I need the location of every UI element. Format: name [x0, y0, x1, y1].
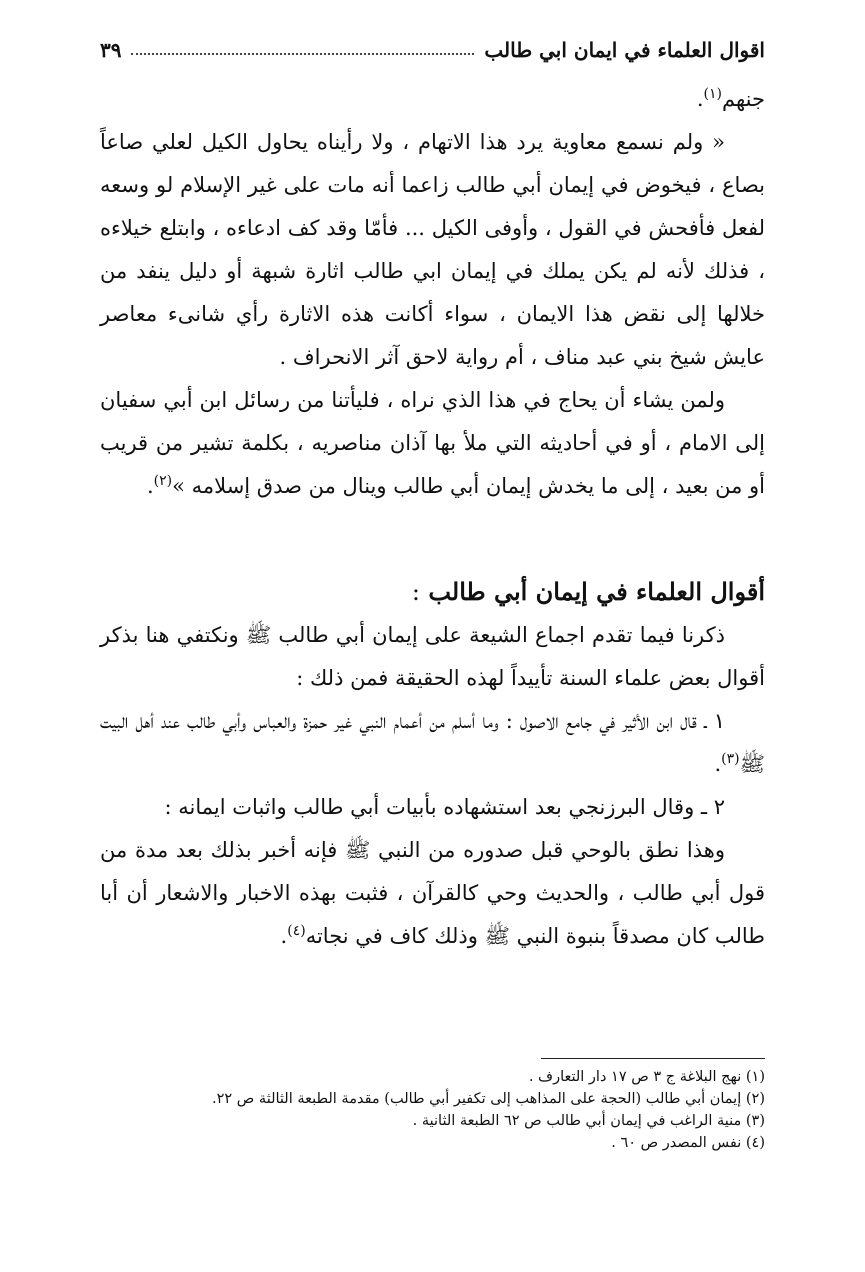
- section-heading-colon: :: [411, 578, 420, 606]
- running-header-title: اقوال العلماء في ايمان ابي طالب: [484, 38, 765, 62]
- footnote-1: (١) نهج البلاغة ج ٣ ص ١٧ دار التعارف .: [528, 1069, 765, 1085]
- page-body: [100, 78, 765, 958]
- paragraph-text: ولمن يشاء أن يحاج في هذا الذي نراه ، فليأتنا من رسائل ابن أبي سفيان إلى الامام ، أو في أحاديثه التي ملأ بها آذان مناصريه ، بكلمة تشير من قريب أو من بعيد ، إلى ما يخدش إيمان أبي طالب وينال من صدق إسلامه »: [100, 388, 765, 498]
- footnotes: [100, 1066, 765, 1154]
- paragraph-quote-2: [100, 829, 765, 958]
- paragraph-item-1: [100, 700, 765, 786]
- footnote-marker-2: (٢): [153, 473, 173, 489]
- paragraph-text: وهذا نطق بالوحي قبل صدوره من النبي ﷺ فإنه أخبر بذلك بعد مدة من قول أبي طالب ، والحديث وحي كالقرآن ، فثبت بهذه الاخبار والاشعار أن أبا طالب كان مصدقاً بنبوة النبي ﷺ وذلك كاف في نجاته: [100, 838, 765, 948]
- section-heading: [100, 570, 765, 614]
- paragraph-continuation: [100, 78, 765, 121]
- paragraph-end: .: [714, 752, 722, 776]
- paragraph-text: جنهم: [722, 87, 765, 111]
- paragraph-end: .: [146, 474, 154, 498]
- page-number: ٣٩: [100, 38, 122, 62]
- footnote-2: (٢) إيمان أبي طالب (الحجة على المذاهب إلى تكفير أبي طالب) مقدمة الطبعة الثالثة ص ٢٢.: [211, 1091, 765, 1107]
- paragraph-end: .: [280, 924, 288, 948]
- footnote-divider: [541, 1058, 765, 1059]
- paragraph-challenge: [100, 379, 765, 508]
- paragraph-quote: « ولم نسمع معاوية يرد هذا الاتهام ، ولا رأيناه يحاول الكيل لعلي صاعاً بصاع ، فيخوض في إيمان أبي طالب زاعما أنه مات على غير الإسلام لو وسعه لفعل فأفحش في القول ، وأوفى الكيل ... فأمّا وقد كف ادعاءه ، وابتلع خيلاءه ، فذلك لأنه لم يكن يملك في إيمان ابي طالب اثارة شبهة أو دليل ينفد من خلالها إلى نقض هذا الايمان ، سواء أكانت هذه الاثارة رأي شانىء معاصر عايش شيخ بني عبد مناف ، أم رواية لاحق آثر الانحراف .: [100, 130, 765, 369]
- footnote-4: (٤) نفس المصدر ص ٦٠ .: [611, 1135, 765, 1151]
- running-header: [100, 30, 765, 70]
- paragraph-item-2: ٢ ـ وقال البرزنجي بعد استشهاده بأبيات أبي طالب واثبات ايمانه :: [164, 795, 725, 819]
- footnote-3: (٣) منية الراغب في إيمان أبي طالب ص ٦٢ الطبعة الثانية .: [412, 1113, 765, 1129]
- paragraph-text: ١ ـ قال ابن الأثير في جامع الاصول : وما أسلم من أعمام النبي غير حمزة والعباس وأبي طالب عند أهل البيت ﷺ: [100, 709, 765, 776]
- footnote-marker-3: (٣): [721, 751, 740, 767]
- paragraph-end: .: [696, 87, 704, 111]
- section-heading-text: أقوال العلماء في إيمان أبي طالب: [428, 577, 765, 606]
- paragraph-intro: ذكرنا فيما تقدم اجماع الشيعة على إيمان أبي طالب ﷺ ونكتفي هنا بذكر أقوال بعض علماء السنة تأييداً لهذه الحقيقة فمن ذلك :: [100, 623, 765, 690]
- footnote-marker-4: (٤): [287, 923, 306, 939]
- header-dot-leader: [131, 53, 474, 55]
- footnote-marker-1: (١): [703, 86, 723, 102]
- section-spacer: [100, 508, 765, 570]
